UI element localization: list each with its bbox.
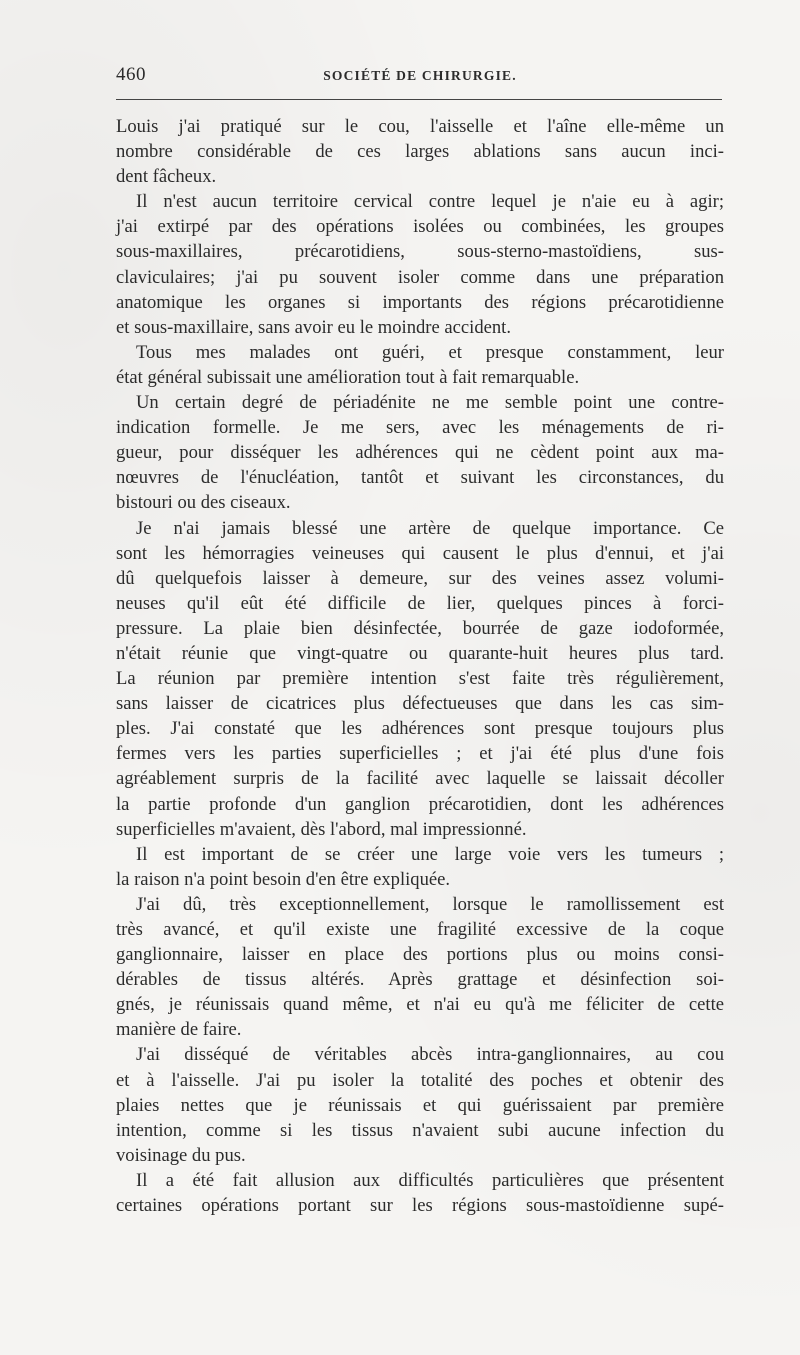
text-line: neuses qu'il eût été difficile de lier, quelques pinces à forci- xyxy=(116,592,724,614)
text-line: dû quelquefois laisser à demeure, sur des veines assez volumi- xyxy=(116,567,724,589)
body-text xyxy=(116,114,724,1218)
text-line: anatomique les organes si importants des régions précarotidienne xyxy=(116,291,724,313)
text-line: Il est important de se créer une large voie vers les tumeurs ; xyxy=(136,843,724,865)
text-line: sont les hémorragies veineuses qui causent le plus d'ennui, et j'ai xyxy=(116,542,724,564)
text-line: agréablement surpris de la facilité avec laquelle se laissait décoller xyxy=(116,768,724,790)
text-line: La réunion par première intention s'est faite très régulièrement, xyxy=(116,668,724,690)
text-line: Il a été fait allusion aux difficultés particulières que présentent xyxy=(136,1169,724,1191)
text-line: Je n'ai jamais blessé une artère de quelque importance. Ce xyxy=(136,517,724,539)
running-title: SOCIÉTÉ DE CHIRURGIE. xyxy=(323,68,517,83)
text-line: la raison n'a point besoin d'en être expliquée. xyxy=(116,868,451,890)
text-line: gueur, pour disséquer les adhérences qui ne cèdent point aux ma- xyxy=(116,442,724,464)
text-line: indication formelle. Je me sers, avec les ménagements de ri- xyxy=(116,417,724,439)
text-line: bistouri ou des ciseaux. xyxy=(116,492,291,514)
text-line: et à l'aisselle. J'ai pu isoler la totalité des poches et obtenir des xyxy=(116,1069,724,1091)
text-line: sous-maxillaires, précarotidiens, sous-sterno-mastoïdiens, sus- xyxy=(116,241,724,263)
text-line: nombre considérable de ces larges ablations sans aucun inci- xyxy=(116,141,724,163)
text-line: ganglionnaire, laisser en place des portions plus ou moins consi- xyxy=(116,944,724,966)
text-line: manière de faire. xyxy=(116,1019,242,1041)
text-line: certaines opérations portant sur les régions sous-mastoïdienne supé- xyxy=(116,1195,724,1217)
page-number: 460 xyxy=(116,64,146,85)
text-line: gnés, je réunissais quand même, et n'ai eu qu'à me féliciter de cette xyxy=(116,994,724,1016)
header-rule xyxy=(116,99,722,100)
text-line: la partie profonde d'un ganglion précarotidien, dont les adhérences xyxy=(116,793,724,815)
text-line: J'ai dû, très exceptionnellement, lorsque le ramollissement est xyxy=(136,893,724,915)
text-line: Il n'est aucun territoire cervical contre lequel je n'aie eu à agir; xyxy=(136,191,724,213)
text-line: fermes vers les parties superficielles ; et j'ai été plus d'une fois xyxy=(116,743,724,765)
text-line: état général subissait une amélioration tout à fait remarquable. xyxy=(116,366,580,388)
text-line: J'ai disséqué de véritables abcès intra-ganglionnaires, au cou xyxy=(136,1044,724,1066)
text-line: Louis j'ai pratiqué sur le cou, l'aisselle et l'aîne elle-même un xyxy=(116,116,724,137)
text-line: sans laisser de cicatrices plus défectueuses que dans les cas sim- xyxy=(116,693,724,715)
text-line: très avancé, et qu'il existe une fragilité excessive de la coque xyxy=(116,919,724,940)
text-line: Un certain degré de périadénite ne me semble point une contre- xyxy=(136,392,724,414)
text-line: plaies nettes que je réunissais et qui guérissaient par première xyxy=(116,1094,724,1116)
text-line: superficielles m'avaient, dès l'abord, mal impressionné. xyxy=(116,818,527,840)
text-line: voisinage du pus. xyxy=(116,1144,246,1166)
text-line: Tous mes malades ont guéri, et presque constamment, leur xyxy=(136,341,724,363)
text-line: ples. J'ai constaté que les adhérences sont presque toujours plus xyxy=(116,718,724,740)
text-line: n'était réunie que vingt-quatre ou quarante-huit heures plus tard. xyxy=(116,642,724,664)
text-line: pressure. La plaie bien désinfectée, bourrée de gaze iodoformée, xyxy=(116,617,724,639)
page-header xyxy=(116,62,724,92)
text-line: claviculaires; j'ai pu souvent isoler comme dans une préparation xyxy=(116,266,724,288)
text-line: j'ai extirpé par des opérations isolées ou combinées, les groupes xyxy=(116,216,724,238)
text-line: dent fâcheux. xyxy=(116,166,217,188)
text-line: nœuvres de l'énucléation, tantôt et suivant les circonstances, du xyxy=(116,467,724,489)
text-line: et sous-maxillaire, sans avoir eu le moindre accident. xyxy=(116,316,511,338)
text-line: dérables de tissus altérés. Après grattage et désinfection soi- xyxy=(116,969,724,991)
text-line: intention, comme si les tissus n'avaient subi aucune infection du xyxy=(116,1119,724,1141)
